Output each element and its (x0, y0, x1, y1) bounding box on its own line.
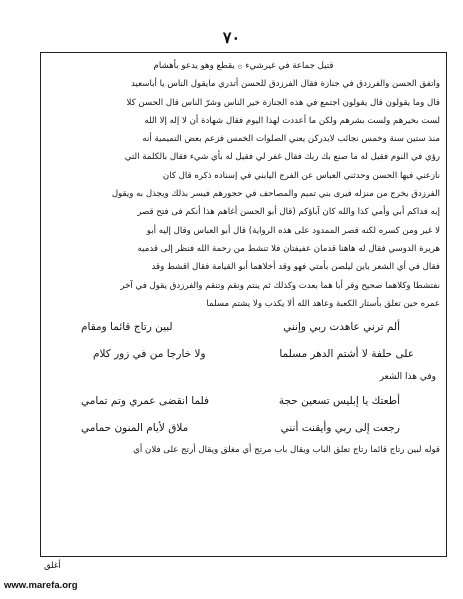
prose-line: قال وما يقولون قال يقولون اجتمع في هذه الجنازة خير الناس وشرّ الناس قال الحسن كلا (126, 97, 440, 108)
verse-hemistich-left: لبين رتاج قائما ومقام (81, 320, 173, 333)
final-line: قوله لبين رتاج قائما رتاج تعلق الباب ويقال باب مرتج أي مغلق ويقال أرتج على فلان أي (133, 445, 440, 456)
prose-line: عمره حين تعلق بأستار الكعبة وعاهد الله ألا يكذب ولا يشتم مسلما (206, 298, 440, 309)
catchword: أغلق (44, 561, 61, 571)
prose-line: فقال في أي الشعر ياين ليلصن بأمتي فهو وقد أخلاهما أبو القيامة فقال اقشط وقد (151, 262, 440, 273)
verse-1 (47, 313, 440, 340)
prose-line: واتفق الحسن والفرزدق في جنازة فقال الفرزدق للحسن أتدري مايقول الناس يا أباسعيد (131, 79, 440, 90)
text-frame (40, 52, 447, 557)
header-line: قتيل جماعة في غيرشيء ۞ يقطع وهو يدعو بأهشام (153, 61, 334, 71)
page-body (47, 57, 440, 552)
site-watermark[interactable]: www.marefa.org (4, 580, 78, 591)
verse-hemistich-right: ألم ترني عاهدت ربي وإنني (283, 320, 400, 333)
prose-block (47, 75, 440, 313)
verse-2 (47, 340, 440, 367)
verse-hemistich-left: ملاق لأيام المنون حمامي (81, 421, 189, 434)
verse-hemistich-right: على حلفة لا أشتم الدهر مسلما (279, 347, 414, 360)
section-heading: وفي هذا الشعر (379, 372, 436, 383)
prose-line: نازعني فيها الحسن وحدثني العباس عن الفرج اليابني في إسناده ذكره قال كان (162, 170, 440, 181)
prose-line: الفرزدق يخرج من منزله فيرى بني تميم والمصاحف في حجورهم فيسر بذلك ويجذل به ويقول (111, 189, 440, 200)
verse-hemistich-left: ولا خارجا من في زور كلام (93, 347, 206, 360)
prose-line: لست بخيرهم ولست بشرهم ولكن ما أعددت لهذا اليوم فقال شهادة أن لا إله إلا الله (144, 115, 440, 126)
verse-3 (47, 387, 440, 414)
prose-line: نفتشطا وكلاهما صحيح وقر أبا هما بعدت وكذلك ثم ينتم ونقم وتنقم والفرزدق يقول في آخر (120, 280, 440, 291)
page-number: ٧٠ (222, 28, 241, 47)
prose-line: إيه فداكم أبي وأمي كذا والله كان آباؤكم (قال أبو الحسن أغاهم هذا أنكم فى فتح قصر (137, 207, 440, 218)
prose-line: رؤي في النوم فقيل له ما صنع بك ربك فقال غفر لي فقيل له بأي شيء فقال بالكلمة التي (124, 152, 440, 163)
prose-line: لا غير ومن كسره لكنه قصر الممدود على هذه الرواية) قال أبو العباس وقال إليه أبو (146, 225, 440, 236)
verse-hemistich-right: أطعتك يا إبليس تسعين حجة (278, 394, 400, 407)
verse-4 (47, 414, 440, 441)
verse-hemistich-left: فلما انقضى عمري وتم تمامي (81, 394, 210, 407)
prose-line: منذ ستين سنة وخمس نجائب لايدركن يعني الصلوات الخمس فزعم بعض التميمية أنه (142, 134, 440, 145)
prose-line: هريرة الدوسي فقال له هاهنا قدمان عفيفتان فلا تنشط من رحمة الله فنظر إلى قدميه (137, 243, 440, 254)
verse-hemistich-right: رجعت إلى ربي وأيقنت أنني (280, 421, 400, 434)
